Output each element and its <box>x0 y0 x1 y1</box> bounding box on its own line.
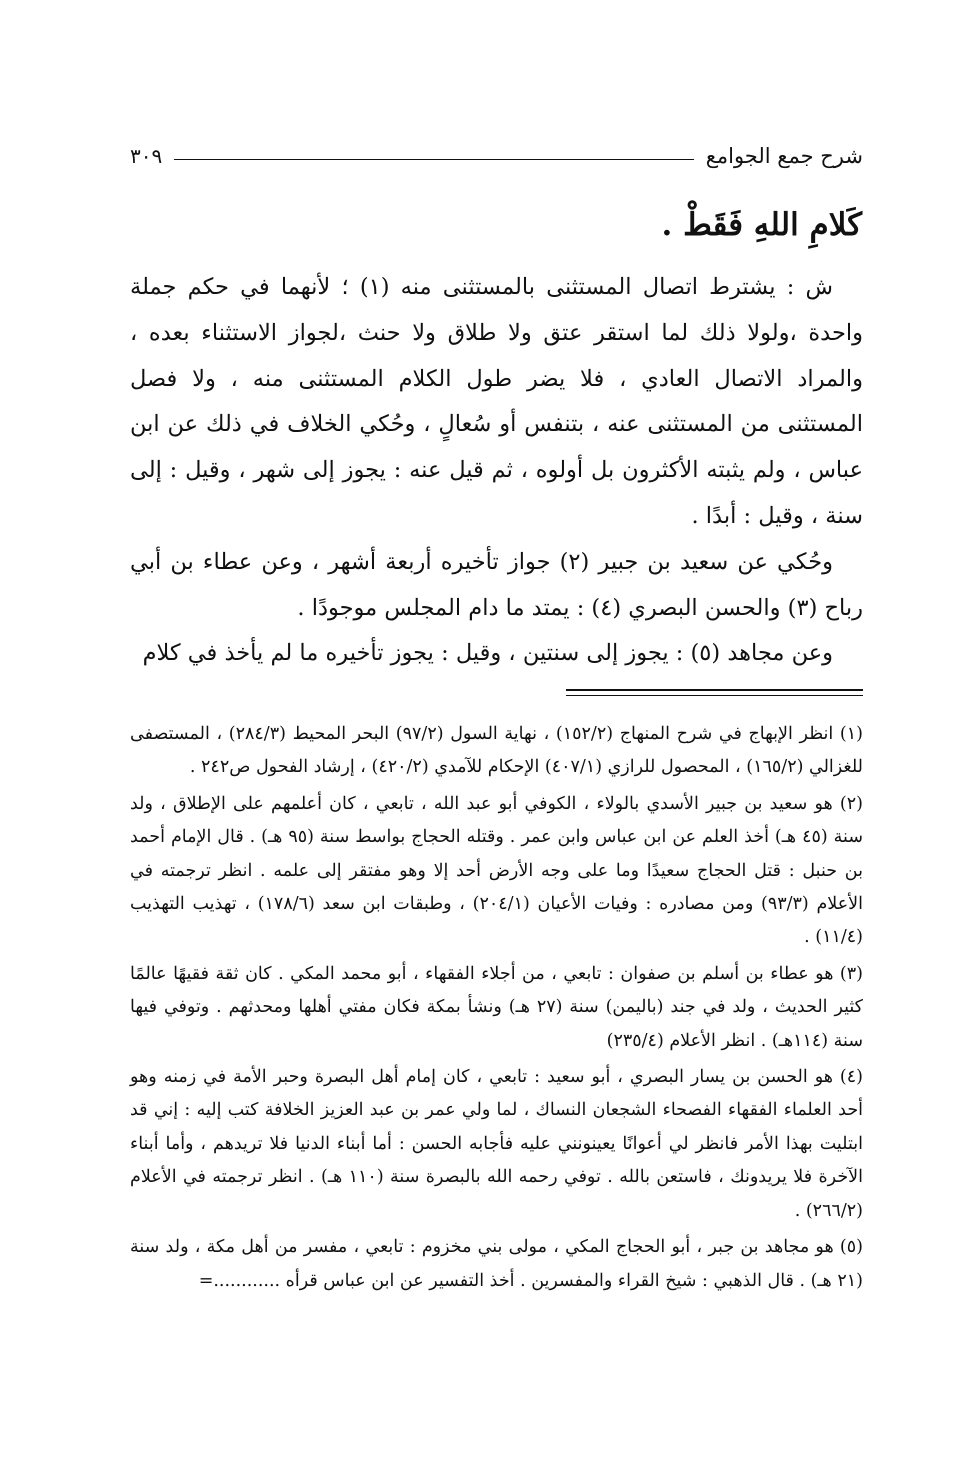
footnote-separator <box>566 689 863 696</box>
paragraph: وعن مجاهد (٥) : يجوز إلى سنتين ، وقيل : يجوز تأخيره ما لم يأخذ في كلام <box>142 640 833 667</box>
footnote: (٢) هو سعيد بن جبير الأسدي بالولاء ، الكوفي أبو عبد الله ، تابعي ، كان أعلمهم على الإطلاق ، ولد سنة (٤٥ هـ) أخذ العلم عن ابن عباس وابن عمر . وقتله الحجاج بواسط سنة (٩٥ هـ) . قال الإمام أحمد بن حنبل : قتل الحجاج سعيدًا وما على وجه الأرض أحد إلا وهو مفتقر إلى علمه . انظر ترجمته في الأعلام (٩٣/٣) ومن مصادره : وفيات الأعيان (٢٠٤/١) ، وطبقات ابن سعد (١٧٨/٦) ، تهذيب التهذيب (١١/٤) . <box>130 793 864 948</box>
footnote: (٣) هو عطاء بن أسلم بن صفوان : تابعي ، من أجلاء الفقهاء ، أبو محمد المكي . كان ثقة فقيهًا عالمًا كثير الحديث ، ولد في جند (باليمن) سنة (٢٧ هـ) ونشأ بمكة فكان مفتي أهلها ومحدثهم . وتوفي فيها سنة (١١٤هـ) . انظر الأعلام (٢٣٥/٤) <box>130 963 863 1051</box>
section-heading: كَلامِ اللهِ فَقَطْ . <box>661 207 862 243</box>
footnote: (١) انظر الإبهاج في شرح المنهاج (١٥٢/٢) ، نهاية السول (٩٧/٢) البحر المحيط (٢٨٤/٣) ، المستصفى للغزالي (١٦٥/٢) ، المحصول للرازي (٤٠٧/١) الإحكام للآمدي (٤٢٠/٢) ، إرشاد الفحول ص٢٤٢ . <box>130 724 863 778</box>
paragraph: وحُكي عن سعيد بن جبير (٢) جواز تأخيره أربعة أشهر ، وعن عطاء بن أبي رباح (٣) والحسن البصري (٤) : يمتد ما دام المجلس موجودًا . <box>130 548 863 621</box>
running-header <box>130 138 863 174</box>
footnotes <box>130 718 863 1301</box>
footnote: (٤) هو الحسن بن يسار البصري ، أبو سعيد : تابعي ، كان إمام أهل البصرة وحبر الأمة في زمنه وهو أحد العلماء الفقهاء الفصحاء الشجعان النساك ، لما ولي عمر بن عبد العزيز الخلافة كتب إليه : إني قد ابتليت بهذا الأمر فانظر لي أعوانًا يعينونني عليه فأجابه الحسن : أما أبناء الدنيا فلا تريدهم ، وأما أبناء الآخرة فلا يريدونك ، فاستعن بالله . توفي رحمه الله بالبصرة سنة (١١٠ هـ) . انظر ترجمته في الأعلام (٢٦٦/٢) . <box>130 1067 863 1221</box>
main-text <box>130 265 863 677</box>
footnote: (٥) هو مجاهد بن جبر ، أبو الحجاج المكي ، مولى بني مخزوم : تابعي ، مفسر من أهل مكة ، ولد سنة (٢١ هـ) . قال الذهبي : شيخ القراء والمفسرين . أخذ التفسير عن ابن عباس قرأه ............= <box>130 1237 863 1291</box>
paragraph: ش : يشترط اتصال المستثنى بالمستثنى منه (١) ؛ لأنهما في حكم جملة واحدة ،ولولا ذلك لما استقر عتق ولا طلاق ولا حنث ،لجواز الاستثناء بعده ، والمراد الاتصال العادي ، فلا يضر طول الكلام المستثنى منه ، ولا فصل المستثنى من المستثنى عنه ، بتنفس أو سُعالٍ ، وحُكي الخلاف في ذلك عن ابن عباس ، ولم يثبته الأكثرون بل أولوه ، ثم قيل عنه : يجوز إلى شهر ، وقيل : إلى سنة ، وقيل : أبدًا . <box>130 274 863 529</box>
book-title: شرح جمع الجوامع <box>705 144 863 168</box>
header-rule <box>174 159 693 160</box>
page-number: ٣٠٩ <box>130 144 163 168</box>
